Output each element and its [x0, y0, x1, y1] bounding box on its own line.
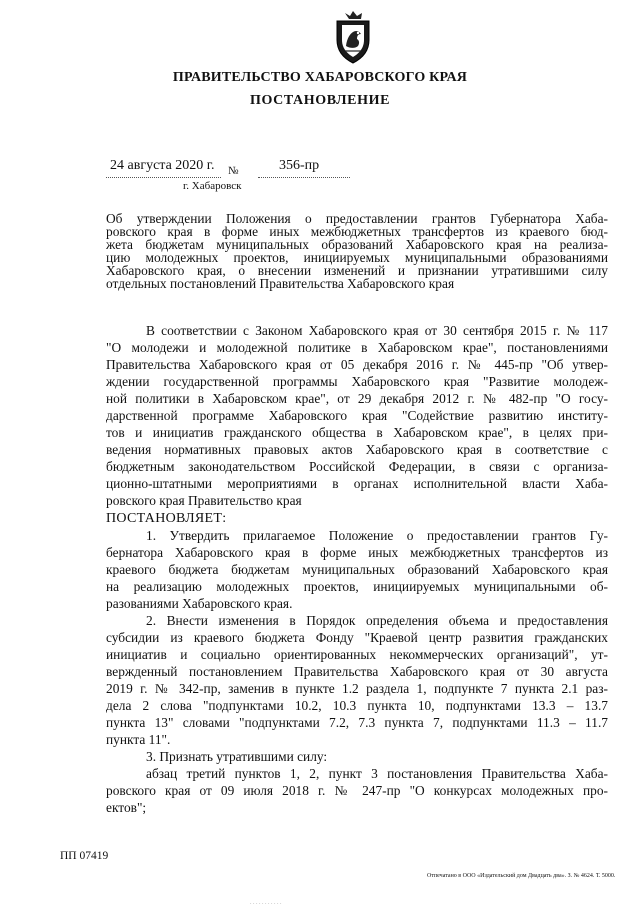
item-3-intro: 3. Признать утратившими силу:	[146, 749, 328, 765]
number-underline	[258, 177, 350, 178]
printer-note: Отпечатано в ООО «Издательский дом Двадцать два». З. № 4624. Т. 5000.	[427, 873, 616, 879]
number-sign: №	[228, 165, 239, 177]
item-1-line: 1. Утвердить прилагаемое Положение о предоставлении грантов Гу-	[146, 527, 608, 543]
date-underline	[106, 177, 221, 178]
item-2-line: инициатив и социально ориентированных некоммерческих организаций", ут-	[106, 646, 608, 662]
preamble-line: ровского края Правительство края	[106, 493, 302, 509]
item-2-line: пункта 11".	[106, 732, 171, 748]
subject-line: Об утверждении Положения о предоставлении грантов Губернатора Хаба-	[106, 211, 608, 226]
item-2-line: 2. Внести изменения в Порядок определения объема и предоставления	[146, 612, 608, 628]
preamble-line: Правительства Хабаровского края от 05 декабря 2016 г. № 445-пр "Об утвер-	[106, 357, 608, 373]
coat-of-arms-icon	[331, 10, 375, 64]
item-1-line: бернатора Хабаровского края в форме иных межбюджетных трансфертов из	[106, 544, 608, 560]
item-1-line: краевого бюджета бюджетам муниципальных образований Хабаровского края	[106, 561, 608, 577]
preamble	[106, 322, 608, 816]
item-2-line: 2019 г. № 342-пр, заменив в пункте 1.2 раздела 1, подпункте 7 пункта 2.1 раз-	[106, 680, 608, 696]
subject-line: ровского края в форме иных межбюджетных трансфертов из краевого бюд-	[106, 223, 608, 239]
preamble-line: ной политики в Хабаровском крае", от 29 декабря 2012 г. № 482-пр "О госу-	[106, 391, 608, 407]
preamble-line: В соответствии с Законом Хабаровского края от 30 сентября 2015 г. № 117	[146, 323, 608, 338]
city-label: г. Хабаровск	[183, 180, 242, 192]
decree-number: 356-пр	[279, 158, 320, 173]
government-title: ПРАВИТЕЛЬСТВО ХАБАРОВСКОГО КРАЯ	[172, 70, 468, 85]
preamble-line: дарственной программе Хабаровского края "Содействие развитию институ-	[106, 408, 608, 424]
subject-line: цию молодежных проектов, инициируемых муниципальными образованиями	[106, 249, 608, 265]
resolve-heading: ПОСТАНОВЛЯЕТ:	[106, 510, 227, 526]
preamble-line: тов и инициатив гражданского общества в Хабаровском крае", в целях при-	[106, 425, 608, 441]
decree-date: 24 августа 2020 г.	[110, 158, 215, 173]
item-3-line: ровского края от 09 июля 2018 г. № 247-пр "О конкурсах молодежных про-	[106, 783, 608, 799]
subject-line: Хабаровского края, о внесении изменений и признании утратившими силу	[106, 262, 608, 278]
item-2-line: дела 2 слова "подпунктами 10.2, 10.3 пункта 10, подпунктами 13.3 – 13.7	[106, 698, 608, 714]
decree-subject	[106, 213, 608, 290]
item-2-line: субсидии из краевого бюджета Фонду "Краевой центр развития гражданских	[106, 629, 608, 645]
scan-artifact-dots: . . . . . . . . . . .	[250, 900, 282, 906]
preamble-line: ведения нормативных правовых актов Хабаровского края в соответствие с	[106, 442, 608, 458]
item-3-line: ектов";	[106, 800, 147, 816]
document-type-title: ПОСТАНОВЛЕНИЕ	[249, 93, 391, 108]
subject-line: жета бюджетам муниципальных образований Хабаровского края на реализа-	[106, 236, 608, 252]
preamble-line: "О молодежи и молодежной политике в Хабаровском крае", постановлениями	[106, 340, 608, 356]
subject-line: отдельных постановлений Правительства Хабаровского края	[106, 275, 455, 291]
preamble-line: ционно-штатными мероприятиями в органах исполнительной власти Хаба-	[106, 476, 608, 492]
item-2-line: пункта 13" словами "подпунктами 7.2, 7.3 пункта 7, подпунктами 11.3 – 11.7	[106, 715, 608, 731]
item-1-line: разованиями Хабаровского края.	[106, 595, 293, 611]
item-2-line: вержденный постановлением Правительства Хабаровского края от 30 августа	[106, 663, 608, 679]
preamble-line: ждении государственной программы Хабаровского края "Развитие молодеж-	[106, 374, 608, 390]
document-code: ПП 07419	[60, 850, 109, 862]
item-3-line: абзац третий пунктов 1, 2, пункт 3 постановления Правительства Хаба-	[146, 766, 608, 782]
preamble-line: бюджетным законодательством Российской Федерации, в связи с организа-	[106, 459, 608, 475]
item-1-line: на реализацию молодежных проектов, инициируемых муниципальными об-	[106, 578, 608, 594]
